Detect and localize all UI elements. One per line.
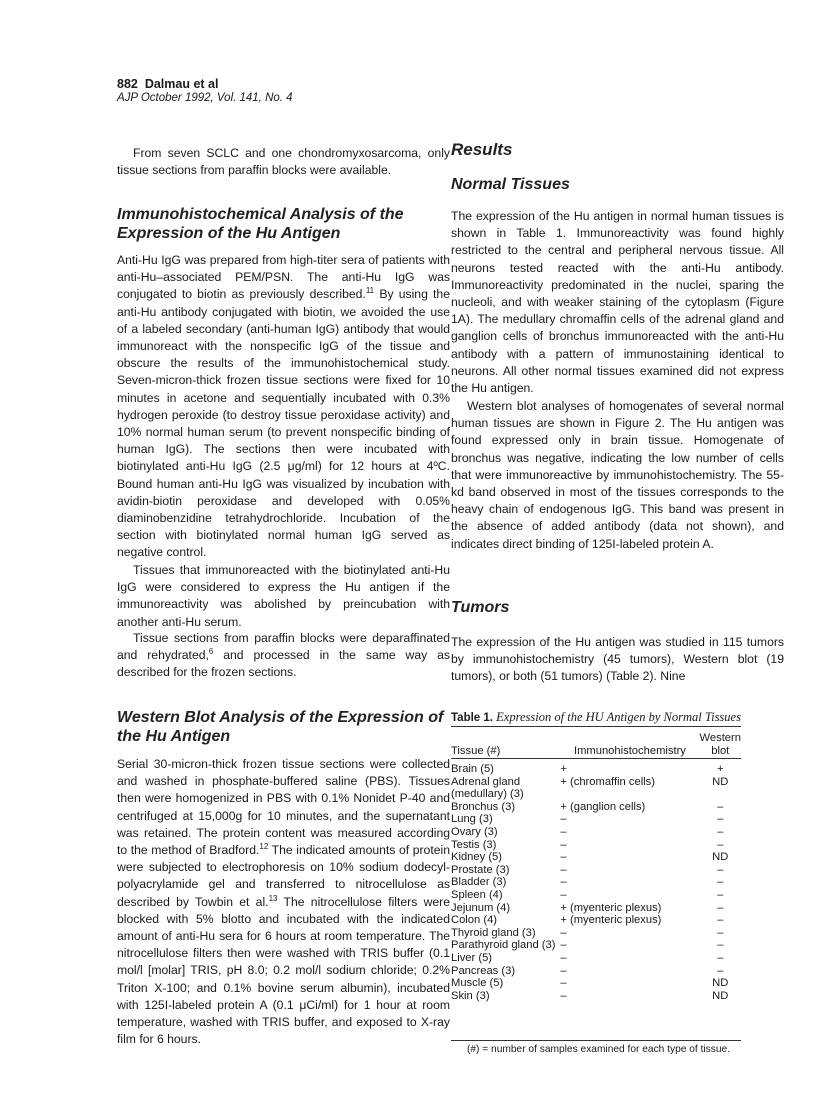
cell-tissue: Testis (3) <box>451 838 497 851</box>
journal-citation: AJP October 1992, Vol. 141, No. 4 <box>117 92 293 104</box>
cell-western: ND <box>712 775 729 788</box>
cell-immuno: + (myenteric plexus) <box>560 901 662 914</box>
table-row <box>451 939 741 952</box>
tumors-heading: Tumors <box>451 599 510 616</box>
cell-western: – <box>717 813 724 826</box>
cell-tissue: Thyroid gland (3) <box>451 926 536 939</box>
cell-western: – <box>717 888 724 901</box>
table-row <box>451 965 741 978</box>
table-row <box>451 902 741 915</box>
authors: Dalmau et al <box>144 77 219 91</box>
tumors-paragraph-1: The expression of the Hu antigen was studied in 115 tumors by immunohistochemistry (45 tumors), Western blot (19 tumors), or both (51 tumors) (Table 2). Nine <box>451 635 784 684</box>
cell-immuno: – <box>560 876 567 889</box>
header-western: Western blot <box>699 732 741 757</box>
cell-western: – <box>717 825 724 838</box>
cell-western: – <box>717 901 724 914</box>
cell-tissue: Lung (3) <box>451 813 493 826</box>
cell-immuno: – <box>560 825 567 838</box>
cell-immuno: – <box>560 888 567 901</box>
cell-immuno: – <box>560 989 567 1002</box>
immuno-paragraph-2: Tissues that immunoreacted with the biotinylated anti-Hu IgG were considered to express the Hu antigen if the immunoreactivity was abolished by preincubation with another anti-Hu serum. <box>117 563 450 629</box>
cell-immuno: – <box>560 939 567 952</box>
normal-paragraph-2: Western blot analyses of homogenates of several normal human tissues are shown in Figure 2. The Hu antigen was found expressed only in brain tissue. Homogenate of bronchus was negative, indicating the low number of cells that were immunoreactive by immunohistochemistry. The 55-kd band observed in most of the tissues corresponds to the heavy chain of endogenous IgG. This band was present in the absence of added antibody (data not shown), and indicates direct binding of 125I-labeled protein A. <box>451 399 784 551</box>
cell-western: – <box>717 876 724 889</box>
cell-tissue: Bronchus (3) <box>451 800 516 813</box>
cell-tissue: Skin (3) <box>451 989 490 1002</box>
cell-immuno: – <box>560 977 567 990</box>
cell-tissue: Colon (4) <box>451 914 498 927</box>
cell-western: – <box>717 939 724 952</box>
table-row <box>451 864 741 877</box>
page-number: 882 <box>117 77 138 91</box>
cell-immuno: + (chromaffin cells) <box>560 775 655 788</box>
reference: 12 <box>259 841 269 851</box>
cell-immuno: + (ganglion cells) <box>560 800 646 813</box>
reference: 11 <box>365 286 375 296</box>
intro-paragraph: From seven SCLC and one chondromyxosarcoma, only tissue sections from paraffin blocks were available. <box>117 146 450 178</box>
cell-western: – <box>717 951 724 964</box>
cell-western: + <box>716 763 724 775</box>
cell-western: – <box>717 800 724 813</box>
cell-tissue: Adrenal gland (medullary) (3) <box>451 775 524 801</box>
cell-western: – <box>717 926 724 939</box>
cell-western: ND <box>712 989 729 1002</box>
table-caption: Table 1. Expression of the HU Antigen by Normal Tissues <box>451 710 741 724</box>
table-row <box>451 927 741 940</box>
cell-tissue: Jejunum (4) <box>451 901 511 914</box>
western-paragraph-1: Serial 30-micron-thick frozen tissue sections were collected and washed in phosphate-buffered saline (PBS). Tissues then were homogenized in PBS with 0.1% Nonidet P-40 and centrifuged at 15,000g for 10 minutes, and the supernatant was retained. The protein content was measured according to the method of Bradford.$^{12}$ The indicated amounts of protein were subjected to electrophoresis on 10% sodium dodecyl-polyacrylamide gel and transferred to nitrocellulose as described by Towbin et al.$^{13}$ The nitrocellulose filters were blocked with 5% blotto and incubated with the indicated amount of anti-Hu sera for 6 hours at room temperature. The nitrocellulose filters then were washed with TRIS buffer (0.1 mol/l [molar] TRIS, pH 8.0; 0.2 mol/l sodium chloride; 0.2% Triton X-100; and 0.1% bovine serum albumin), incubated with 125I-labeled protein A (0.1 μCi/ml) for 1 hour at room temperature, washed with TRIS buffer, and exposed to X-ray film for 6 hours. <box>117 757 450 1047</box>
cell-tissue: Spleen (4) <box>451 888 503 901</box>
normal-tissues-heading: Normal Tissues <box>451 176 570 193</box>
running-header <box>117 77 293 105</box>
results-heading: Results <box>451 140 513 159</box>
cell-immuno: – <box>560 863 567 876</box>
table-row <box>451 977 741 990</box>
reference: 13 <box>268 893 278 903</box>
table-row <box>451 813 741 826</box>
cell-immuno: + <box>560 763 567 775</box>
cell-western: – <box>717 863 724 876</box>
table-row <box>451 952 741 965</box>
cell-western: ND <box>712 851 729 864</box>
cell-tissue: Parathyroid gland (3) <box>451 939 556 952</box>
cell-tissue: Liver (5) <box>451 951 493 964</box>
normal-paragraph-1: The expression of the Hu antigen in normal human tissues is shown in Table 1. Immunoreactivity was found highly restricted to the central and peripheral nervous tissue. All neurons tested reacted with the anti-Hu antibody. Immunoreactivity predominated in the nuclei, sparing the nucleoli, and with weaker staining of the cytoplasm (Figure 1A). The medullary chromaffin cells of the adrenal gland and ganglion cells of bronchus immunoreacted with the anti-Hu antibody with a pattern of immunostaining identical to neurons. All other normal tissues examined did not express the Hu antigen. <box>451 209 784 396</box>
cell-tissue: Bladder (3) <box>451 876 507 889</box>
western-heading: Western Blot Analysis of the Expression of the Hu Antigen <box>117 709 444 745</box>
cell-immuno: + (myenteric plexus) <box>560 914 662 927</box>
table-top-rule <box>451 726 741 727</box>
table-row <box>451 839 741 852</box>
cell-immuno: – <box>560 838 567 851</box>
cell-tissue: Brain (5) <box>451 763 494 775</box>
table-header-row <box>451 732 741 759</box>
cell-tissue: Muscle (5) <box>451 977 504 990</box>
immuno-paragraph-1: Anti-Hu IgG was prepared from high-titer sera of patients with anti-Hu–associated PEM/PSN. The anti-Hu IgG was conjugated to biotin as previously described.$^{11}$ By using the anti-Hu antibody conjugated with biotin, we avoided the use of a labeled secondary (anti-human IgG) antibody that would immunoreact with the nonspecific IgG of the tissue and obscure the results of the immunohistochemical study. Seven-micron-thick frozen tissue sections were fixed for 10 minutes in acetone and sequentially incubated with 0.3% hydrogen peroxide (to destroy tissue peroxidase activity) and 10% normal human serum (to prevent nonspecific binding of human IgG). The sections then were incubated with biotinylated anti-Hu IgG (2.5 μg/ml) for 12 hours at 4ºC. Bound human anti-Hu IgG was visualized by incubation with avidin-biotin peroxidase and developed with 0.05% diaminobenzidine tetrahydrochloride. Incubation of the section with biotinylated normal human IgG served as negative control. <box>117 253 450 560</box>
cell-western: – <box>717 914 724 927</box>
header-tissue: Tissue (#) <box>451 745 501 757</box>
table-row <box>451 851 741 864</box>
cell-immuno: – <box>560 813 567 826</box>
table-row <box>451 914 741 927</box>
table-row <box>451 826 741 839</box>
table-row <box>451 889 741 902</box>
cell-tissue: Prostate (3) <box>451 863 510 876</box>
cell-tissue: Kidney (5) <box>451 851 502 864</box>
cell-western: – <box>717 964 724 977</box>
cell-tissue: Ovary (3) <box>451 825 498 838</box>
cell-immuno: – <box>560 851 567 864</box>
table-1 <box>451 732 741 1002</box>
cell-immuno: – <box>560 926 567 939</box>
table-row <box>451 801 741 814</box>
immuno-heading: Immunohistochemical Analysis of the Expression of the Hu Antigen <box>117 206 404 242</box>
table-footnote: (#) = number of samples examined for each type of tissue. <box>467 1044 731 1055</box>
table-row <box>451 876 741 889</box>
cell-immuno: – <box>560 964 567 977</box>
table-row <box>451 990 741 1003</box>
cell-western: – <box>717 838 724 851</box>
cell-immuno: – <box>560 951 567 964</box>
table-row <box>451 763 741 776</box>
reference: 6 <box>208 647 214 657</box>
table-bottom-rule <box>451 1040 741 1041</box>
cell-western: ND <box>712 977 729 990</box>
header-immuno: Immunohistochemistry <box>573 745 686 757</box>
immuno-paragraph-3: Tissue sections from paraffin blocks were deparaffinated and rehydrated,$^6$ and processed in the same way as described for the frozen sections. <box>117 631 450 680</box>
cell-tissue: Pancreas (3) <box>451 964 516 977</box>
table-row <box>451 776 741 801</box>
